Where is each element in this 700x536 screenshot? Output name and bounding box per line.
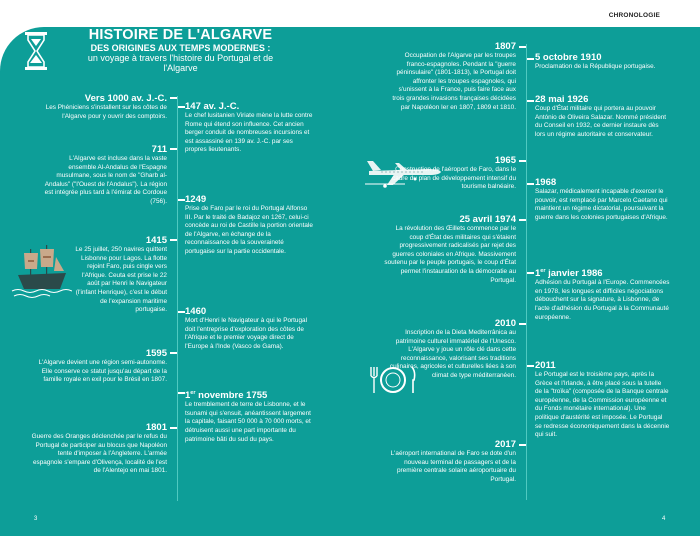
entry-year: Vers 1000 av. J.-C. bbox=[84, 93, 167, 104]
tick bbox=[170, 352, 177, 354]
tick bbox=[519, 444, 526, 446]
caravel-icon bbox=[10, 243, 72, 303]
entry-year-sup: er bbox=[190, 390, 196, 396]
entry-text: Le 25 juillet, 250 navires quittent Lisbonne pour Lagos. La flotte rejoint Faro, puis cingle vers l'Afrique. Ceuta est prise le 22 août par Henri le Navigateur (l'infant Henrique), c'est le début de l'expansion maritime portugaise. bbox=[75, 246, 167, 314]
tick bbox=[178, 311, 185, 313]
entry-text: Le Portugal est le troisième pays, après la Grèce et l'Irlande, à être placé sous la tutelle de la "troïka" (composée de la Banque centrale européenne, de la Commission européenne et du Fonds monétaire international). Une politique d'austérité est imposée. Le Portugal se redresse économiquement dans la décennie qui suit. bbox=[535, 371, 670, 439]
entry-text: La révolution des Œillets commence par le coup d'État des militaires qui s'étaient progressivement radicalisés par rejet des guerres coloniales en Afrique. Massivement soutenu par le peuple portugais, le coup d'État permet l'instauration de la démocratie au Portugal. bbox=[384, 225, 516, 284]
tick bbox=[170, 148, 177, 150]
timeline-entry bbox=[380, 318, 516, 381]
timeline-entry bbox=[380, 439, 516, 484]
entry-year: 1968 bbox=[535, 177, 557, 188]
entry-year: 1801 bbox=[145, 422, 167, 433]
tick bbox=[527, 58, 534, 60]
timeline-entry bbox=[390, 41, 516, 112]
timeline-entry bbox=[380, 214, 516, 285]
tick bbox=[178, 392, 185, 394]
entry-text: Inscription de la Dieta Mediterrânica au patrimoine culturel immatériel de l'Unesco. L'Algarve y joue un rôle clé dans cette reconnaissance, valorisant ses traditions culinaires, agricoles et culturelles liées à son climat de type méditerranéen. bbox=[389, 329, 516, 379]
section-label: CHRONOLOGIE bbox=[608, 12, 660, 19]
timeline-entry bbox=[185, 194, 313, 257]
hourglass-icon bbox=[24, 31, 48, 71]
entry-year-sup: er bbox=[540, 268, 546, 274]
timeline-entry bbox=[535, 177, 670, 222]
timeline-line-left bbox=[177, 96, 178, 501]
entry-year bbox=[185, 388, 313, 401]
entry-year: 5 octobre 1910 bbox=[535, 52, 602, 63]
entry-year: 25 avril 1974 bbox=[459, 214, 516, 225]
entry-year: 1807 bbox=[494, 41, 516, 52]
timeline-entry bbox=[535, 94, 670, 139]
entry-year: 147 av. J.-C. bbox=[185, 101, 240, 112]
tick bbox=[527, 272, 534, 274]
entry-year-rest: janvier 1986 bbox=[545, 268, 603, 280]
title-block bbox=[78, 27, 283, 73]
page-subtitle: DES ORIGINES AUX TEMPS MODERNES : bbox=[90, 43, 271, 53]
entry-text: Prise de Faro par le roi du Portugal Alfonso III. Par le traité de Badajoz en 1267, celui-ci concède au roi de Castille la portion orientale de l'Algarve, en échange de la reconnaissance de la souveraineté portugaise sur la partie occidentale. bbox=[185, 205, 313, 255]
entry-text: Adhésion du Portugal à l'Europe. Commencées en 1978, les longues et difficiles négociations débouchent sur la signature, à Lisbonne, de l'acte d'adhésion du Portugal à la Communauté européenne. bbox=[535, 279, 670, 321]
page-title: HISTOIRE DE L'ALGARVE bbox=[88, 27, 273, 43]
tick bbox=[519, 323, 526, 325]
entry-text: Construction de l'aéroport de Faro, dans le cadre du plan de développement intensif du tourisme balnéaire. bbox=[392, 166, 516, 191]
tick bbox=[178, 199, 185, 201]
entry-year bbox=[535, 266, 670, 279]
timeline-entry bbox=[30, 422, 167, 476]
entry-text: Les Phéniciens s'installent sur les côtes de l'Algarve pour y ouvrir des comptoirs. bbox=[45, 104, 167, 120]
tick bbox=[519, 219, 526, 221]
timeline-entry bbox=[535, 52, 670, 72]
timeline-entry bbox=[390, 155, 516, 192]
entry-year-num: 1 bbox=[185, 390, 191, 402]
entry-text: L'Algarve devient une région semi-autonome. Elle conserve ce statut jusqu'au départ de la famille royale en exil pour le Brésil en 1807. bbox=[38, 359, 167, 384]
tick bbox=[170, 97, 177, 99]
entry-text: Guerre des Oranges déclenchée par le refus du Portugal de participer au blocus que Napoléon tente d'imposer à l'Angleterre. L'armée espagnole s'empare d'Olivença, localité de l'est de l'Alentejo en mai 1801. bbox=[31, 433, 167, 475]
entry-text: L'Algarve est incluse dans la vaste ensemble Al-Andalus de l'Espagne musulmane, sous le nom de "Gharb al-Andalus" ("l'Ouest de l'Andalus"). La région est intégrée plus tard à l'émirat de Cordoue (756). bbox=[44, 155, 167, 205]
entry-year: 711 bbox=[151, 144, 167, 155]
entry-year: 28 mai 1926 bbox=[535, 94, 589, 105]
entry-text: Occupation de l'Algarve par les troupes franco-espagnoles. Pendant la "guerre péninsulaire" (1801-1813), le Portugal doit affronter les troupes espagnoles, qui s'unissent à la France, puis faire face aux trois grandes invasions françaises décidées par Napoléon Ier en 1807, 1809 et 1810. bbox=[392, 52, 516, 111]
entry-text: Salazar, médicalement incapable d'exercer le pouvoir, est remplacé par Marcelo Caetano qui maintient un régime dictatorial, poursuivant la guerre dans les colonies portugaises d'Afrique. bbox=[535, 188, 668, 221]
entry-text: Mort d'Henri le Navigateur à qui le Portugal doit l'entreprise d'exploration des côtes de l'Afrique et le premier voyage direct de l'Europe à l'Inde (Vasco de Gama). bbox=[185, 317, 307, 350]
tick bbox=[170, 239, 177, 241]
entry-year: 2017 bbox=[494, 439, 516, 450]
timeline-entry bbox=[72, 235, 167, 315]
timeline-entry bbox=[185, 388, 313, 444]
entry-year: 1965 bbox=[494, 155, 516, 166]
entry-year: 2011 bbox=[535, 360, 556, 371]
timeline-entry bbox=[535, 360, 670, 440]
entry-text: Coup d'État militaire qui portera au pouvoir António de Oliveira Salazar. Nommé président du Conseil en 1932, ce dernier instaure dès lors un régime autoritaire et conservateur. bbox=[535, 105, 667, 138]
timeline-entry bbox=[535, 266, 670, 322]
tick bbox=[178, 106, 185, 108]
timeline-entry bbox=[40, 144, 167, 207]
tick bbox=[527, 183, 534, 185]
entry-year: 1595 bbox=[145, 348, 167, 359]
entry-year-rest: novembre 1755 bbox=[195, 390, 268, 402]
tick bbox=[527, 100, 534, 102]
page-tagline: un voyage à travers l'histoire du Portugal et de l'Algarve bbox=[87, 53, 274, 73]
tick bbox=[527, 365, 534, 367]
entry-text: Proclamation de la République portugaise. bbox=[535, 63, 656, 70]
page-number-right: 4 bbox=[662, 516, 666, 522]
entry-year: 1415 bbox=[145, 235, 167, 246]
tick bbox=[170, 427, 177, 429]
timeline-entry bbox=[30, 348, 167, 385]
entry-text: Le chef lusitanien Viriate mène la lutte contre Rome qui étend son influence. Cet ancien berger conduit de nombreuses incursions et est assassiné en 139 av. J.-C. par ses propres lieutenants. bbox=[185, 112, 313, 154]
entry-year: 1249 bbox=[185, 194, 207, 205]
timeline-entry bbox=[185, 101, 313, 155]
entry-year: 2010 bbox=[494, 318, 516, 329]
page-number-left: 3 bbox=[34, 516, 38, 522]
tick bbox=[519, 46, 526, 48]
entry-text: L'aéroport international de Faro se dote d'un nouveau terminal de passagers et de la première centrale solaire aéroportuaire du Portugal. bbox=[390, 450, 516, 483]
entry-text: Le tremblement de terre de Lisbonne, et le tsunami qui s'ensuit, anéantissent largement la capitale, faisant 50 000 à 70 000 morts, et détruisent aussi une part importante du patrimoine bâti du sud du pays. bbox=[185, 401, 311, 443]
entry-year-num: 1 bbox=[535, 268, 541, 280]
timeline-entry bbox=[40, 93, 167, 121]
entry-year: 1460 bbox=[185, 306, 207, 317]
tick bbox=[519, 160, 526, 162]
timeline-entry bbox=[185, 306, 313, 351]
